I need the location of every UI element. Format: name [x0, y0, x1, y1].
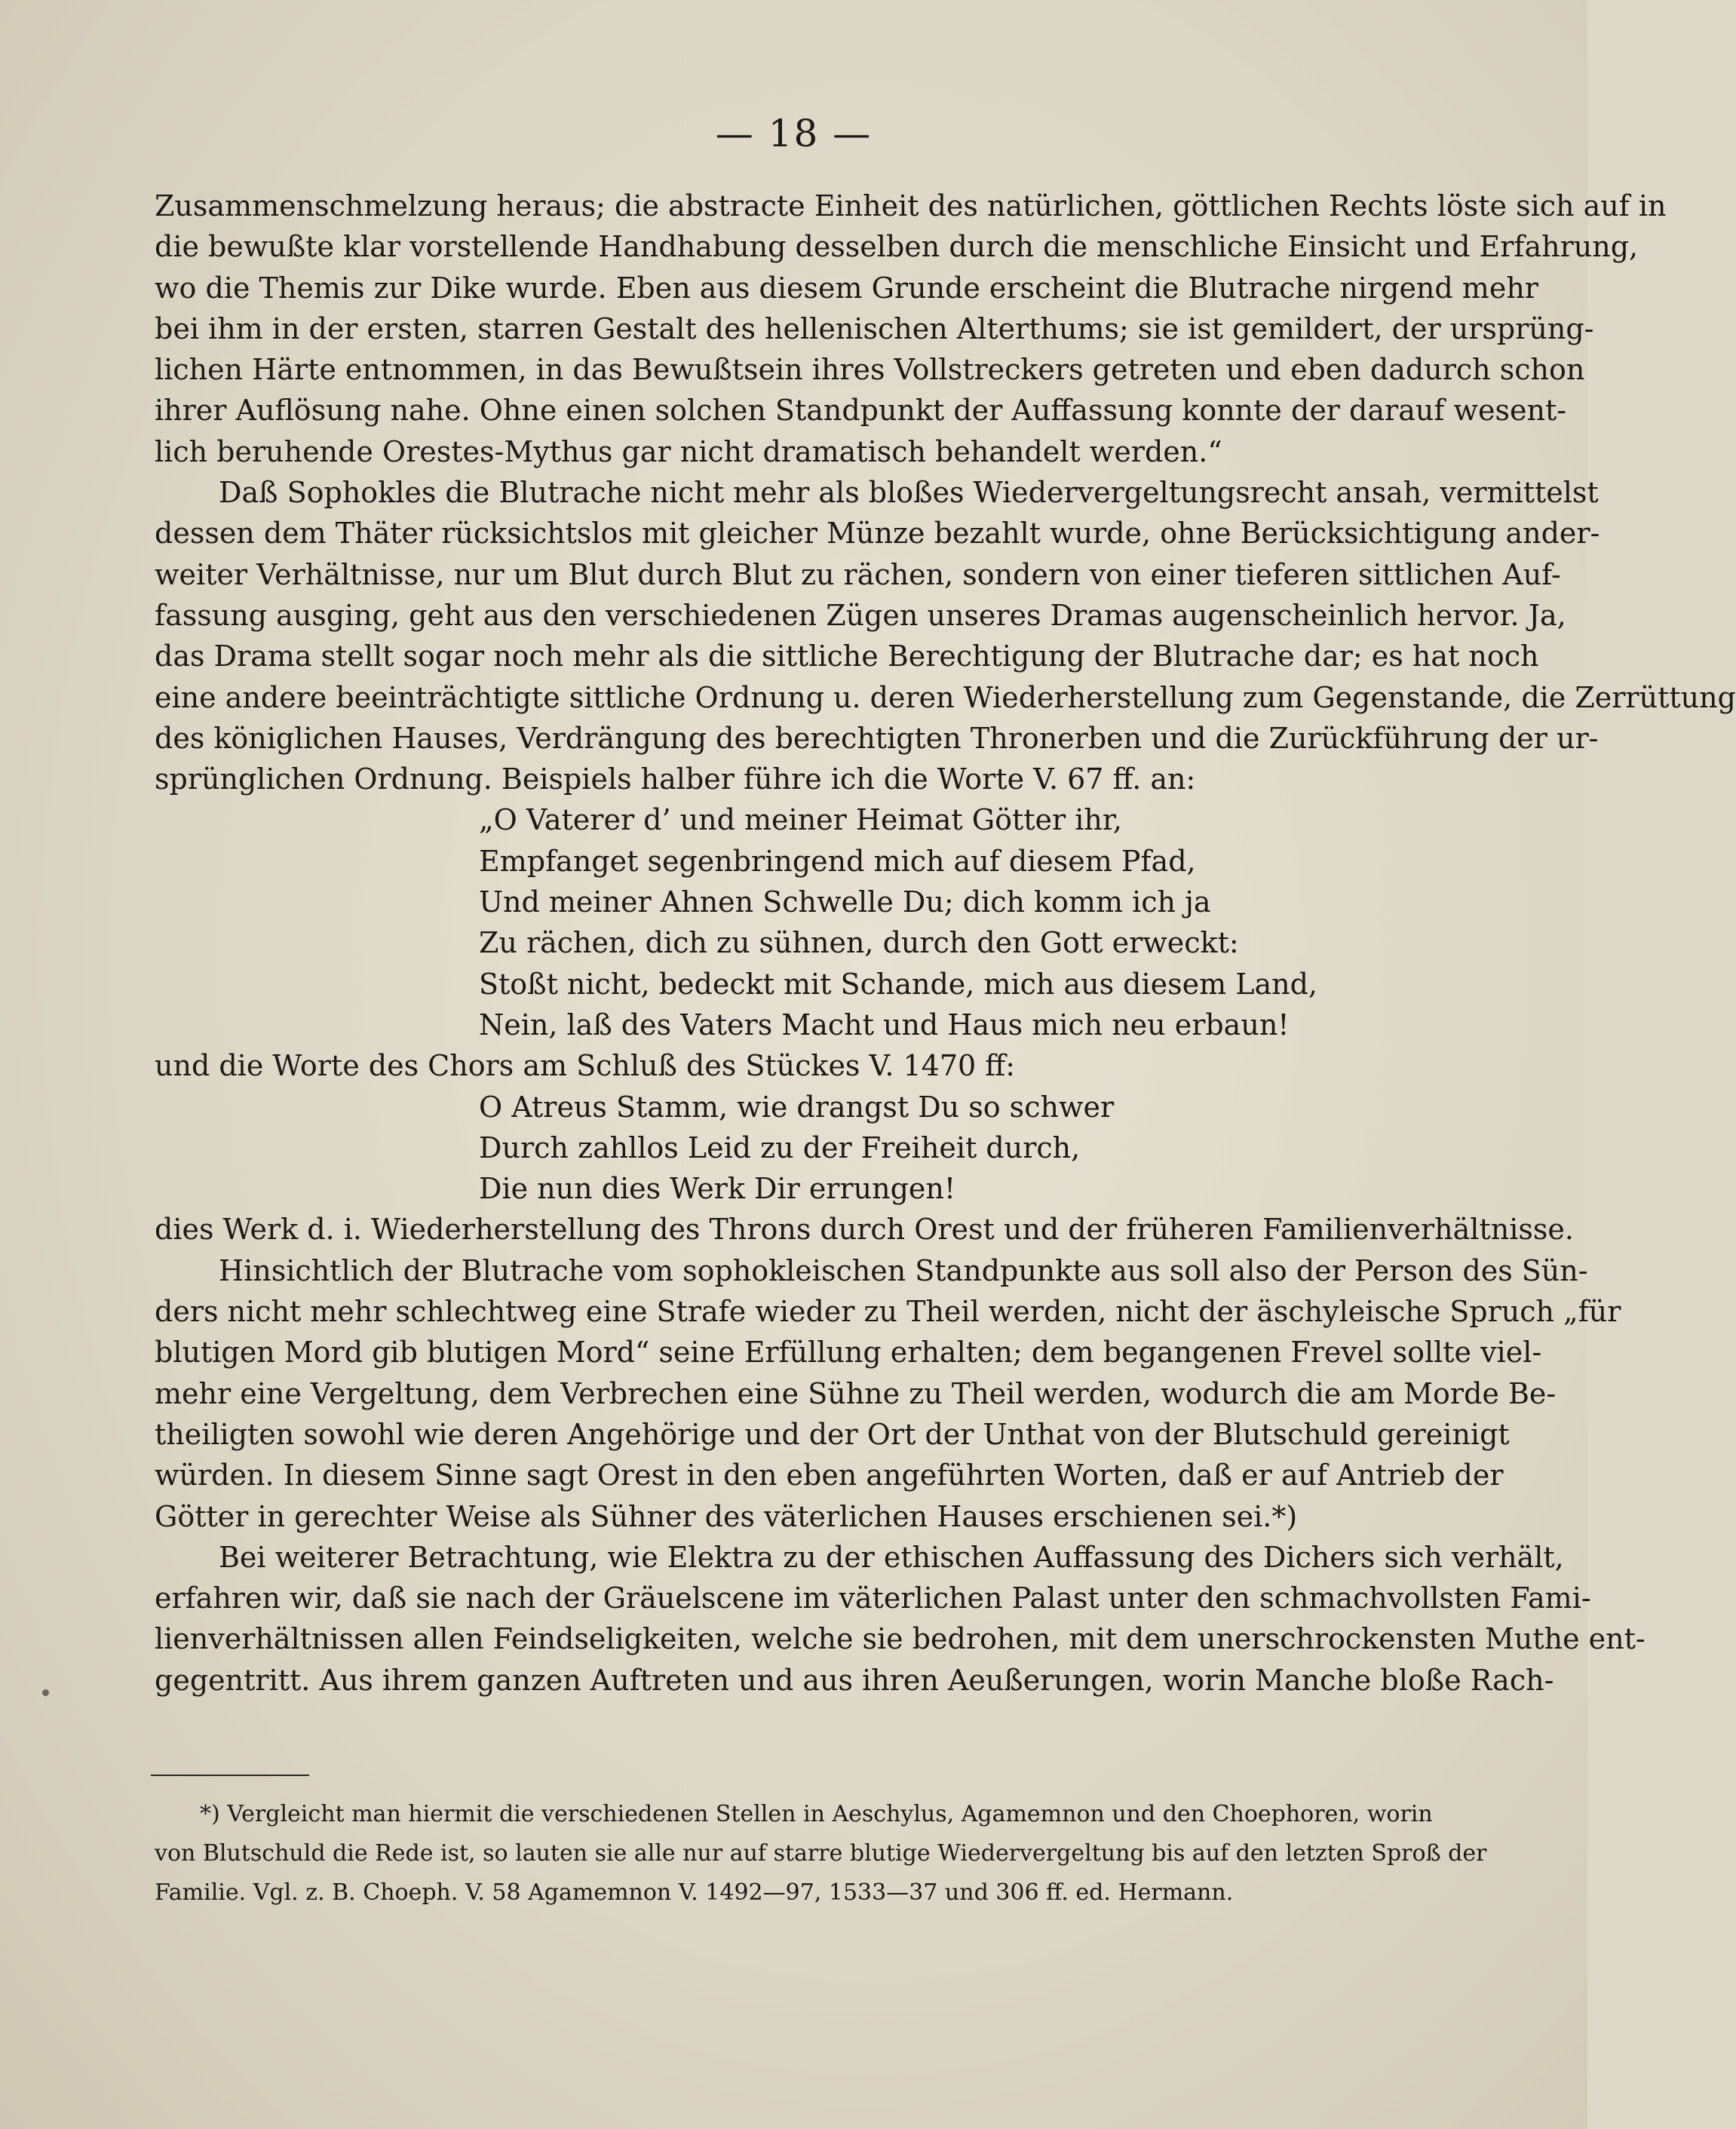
- text-line: wo die Themis zur Dike wurde. Eben aus diesem Grunde erscheint die Blutrache nirgend mehr: [155, 271, 1538, 305]
- footnote-line: von Blutschuld die Rede ist, so lauten sie alle nur auf starre blutige Wiedervergeltung bis auf den letzten Sproß der: [155, 1840, 1487, 1867]
- text-line: Zusammenschmelzung heraus; die abstracte Einheit des natürlichen, göttlichen Rechts löste sich auf in: [155, 189, 1667, 222]
- text-line: blutigen Mord gib blutigen Mord“ seine Erfüllung erhalten; dem begangenen Frevel sollte viel-: [155, 1336, 1542, 1370]
- verse-line: Durch zahllos Leid zu der Freiheit durch,: [479, 1130, 1081, 1164]
- text-line: sprünglichen Ordnung. Beispiels halber führe ich die Worte V. 67 ff. an:: [155, 762, 1196, 796]
- text-line: würden. In diesem Sinne sagt Orest in den eben angeführten Worten, daß er auf Antrieb der: [155, 1459, 1504, 1492]
- body-text: [155, 186, 1736, 1701]
- verse-line: Empfanget segenbringend mich auf diesem Pfad,: [479, 844, 1196, 878]
- paper-speck: [42, 1689, 49, 1696]
- text-line: bei ihm in der ersten, starren Gestalt des hellenischen Alterthums; sie ist gemildert, der ursprüng-: [155, 311, 1594, 345]
- text-line: die bewußte klar vorstellende Handhabung desselben durch die menschliche Einsicht und Erfahrung,: [155, 230, 1639, 264]
- footnote-line: Familie. Vgl. z. B. Choeph. V. 58 Agamemnon V. 1492—97, 1533—37 und 306 ff. ed. Hermann.: [155, 1879, 1234, 1906]
- footnote-line: *) Vergleicht man hiermit die verschiedenen Stellen in Aeschylus, Agamemnon und den Choephoren, worin: [200, 1801, 1433, 1827]
- text-line: theiligten sowohl wie deren Angehörige und der Ort der Unthat von der Blutschuld gereinigt: [155, 1417, 1510, 1451]
- paragraph-start-line: Daß Sophokles die Blutrache nicht mehr als bloßes Wiedervergeltungsrecht ansah, vermittelst: [219, 476, 1599, 510]
- text-line: lich beruhende Orestes-Mythus gar nicht dramatisch behandelt werden.“: [155, 434, 1222, 468]
- text-line: und die Worte des Chors am Schluß des Stückes V. 1470 ff:: [155, 1049, 1016, 1083]
- text-line: Götter in gerechter Weise als Sühner des väterlichen Hauses erschienen sei.*): [155, 1499, 1298, 1533]
- paragraph-start-line: Bei weiterer Betrachtung, wie Elektra zu der ethischen Auffassung des Dichers sich verhält,: [219, 1540, 1564, 1574]
- text-line: ders nicht mehr schlechtweg eine Strafe wieder zu Theil werden, nicht der äschyleische Spruch „für: [155, 1295, 1621, 1329]
- text-line: weiter Verhältnisse, nur um Blut durch Blut zu rächen, sondern von einer tieferen sittlichen Auf-: [155, 557, 1561, 591]
- text-line: ihrer Auflösung nahe. Ohne einen solchen Standpunkt der Auffassung konnte der darauf wesent-: [155, 394, 1567, 428]
- text-line: dies Werk d. i. Wiederherstellung des Throns durch Orest und der früheren Familienverhältnisse.: [155, 1213, 1574, 1247]
- footnote: [155, 1795, 1487, 1913]
- text-line: des königlichen Hauses, Verdrängung des berechtigten Thronerben und die Zurückführung der ur-: [155, 721, 1599, 755]
- text-line: fassung ausging, geht aus den verschiedenen Zügen unseres Dramas augenscheinlich hervor. Ja,: [155, 598, 1566, 632]
- verse-line: Stoßt nicht, bedeckt mit Schande, mich aus diesem Land,: [479, 967, 1318, 1001]
- verse-line: Und meiner Ahnen Schwelle Du; dich komm ich ja: [479, 885, 1211, 919]
- verse-line: Nein, laß des Vaters Macht und Haus mich neu erbaun!: [479, 1008, 1290, 1041]
- text-line: erfahren wir, daß sie nach der Gräuelscene im väterlichen Palast unter den schmachvollsten Fami-: [155, 1581, 1591, 1615]
- text-line: das Drama stellt sogar noch mehr als die sittliche Berechtigung der Blutrache dar; es hat noch: [155, 640, 1539, 673]
- text-line: lienverhältnissen allen Feindseligkeiten, welche sie bedrohen, mit dem unerschrockensten Muthe ent-: [155, 1622, 1646, 1656]
- verse-line: Zu rächen, dich zu sühnen, durch den Gott erweckt:: [479, 926, 1239, 960]
- text-line: lichen Härte entnommen, in das Bewußtsein ihres Vollstreckers getreten und eben dadurch schon: [155, 353, 1585, 387]
- paragraph-start-line: Hinsichtlich der Blutrache vom sophokleischen Standpunkte aus soll also der Person des Sün-: [219, 1253, 1588, 1287]
- verse-line: Die nun dies Werk Dir errungen!: [479, 1172, 956, 1206]
- text-line: dessen dem Thäter rücksichtslos mit gleicher Münze bezahlt wurde, ohne Berücksichtigung ander-: [155, 517, 1600, 551]
- text-line: eine andere beeinträchtigte sittliche Ordnung u. deren Wiederherstellung zum Gegenstande, die Zerrüttung: [155, 680, 1736, 714]
- text-line: mehr eine Vergeltung, dem Verbrechen eine Sühne zu Theil werden, wodurch die am Morde Be-: [155, 1376, 1557, 1410]
- verse-line: O Atreus Stamm, wie drangst Du so schwer: [479, 1090, 1115, 1124]
- text-line: gegentritt. Aus ihrem ganzen Auftreten und aus ihren Aeußerungen, worin Manche bloße Rach-: [155, 1663, 1554, 1697]
- footnote-divider: [151, 1775, 309, 1776]
- page-number: — 18 —: [715, 112, 873, 155]
- verse-line: „O Vaterer d’ und meiner Heimat Götter ihr,: [479, 803, 1122, 837]
